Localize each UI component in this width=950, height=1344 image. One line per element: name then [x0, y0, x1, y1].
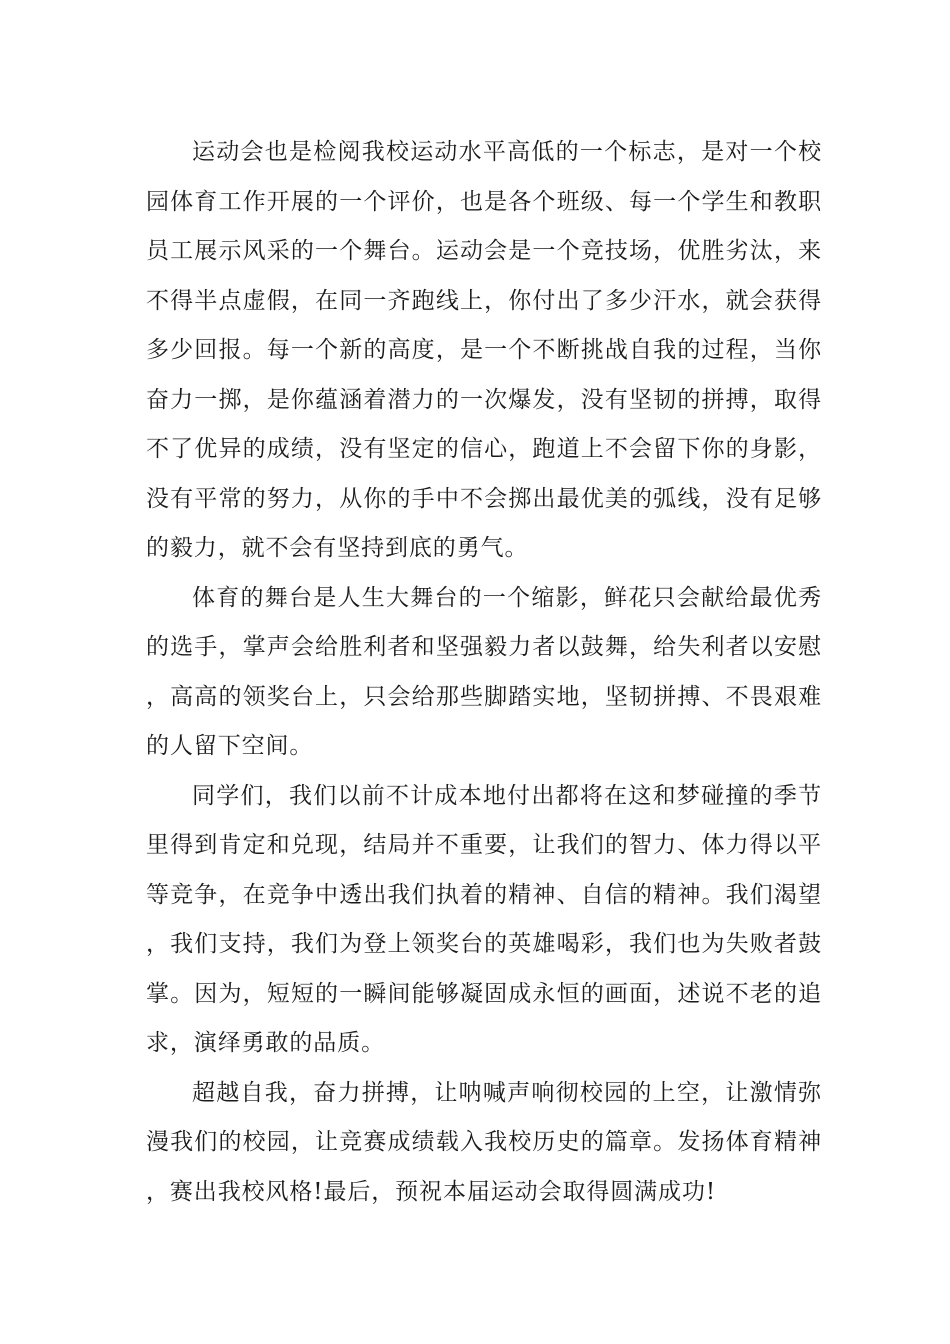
paragraph-3: 同学们，我们以前不计成本地付出都将在这和梦碰撞的季节里得到肯定和兑现，结局并不重要，让我们的智力、体力得以平等竞争，在竞争中透出我们执着的精神、自信的精神。我们渴望，我们支持，我们为登上领奖台的英雄喝彩，我们也为失败者鼓掌。因为，短短的一瞬间能够凝固成永恒的画面，述说不老的追求，演绎勇敢的品质。: [146, 782, 822, 1056]
document-body: [146, 128, 822, 1217]
paragraph-2: 体育的舞台是人生大舞台的一个缩影，鲜花只会献给最优秀的选手，掌声会给胜利者和坚强毅力者以鼓舞，给失利者以安慰，高高的领奖台上，只会给那些脚踏实地，坚韧拼搏、不畏艰难的人留下空间。: [146, 584, 822, 759]
paragraph-4: 超越自我，奋力拼搏，让呐喊声响彻校园的上空，让激情弥漫我们的校园，让竞赛成绩载入我校历史的篇章。发扬体育精神，赛出我校风格!最后，预祝本届运动会取得圆满成功!: [146, 1079, 822, 1205]
paragraph-1: 运动会也是检阅我校运动水平高低的一个标志，是对一个校园体育工作开展的一个评价，也是各个班级、每一个学生和教职员工展示风采的一个舞台。运动会是一个竞技场，优胜劣汰，来不得半点虚假，在同一齐跑线上，你付出了多少汗水，就会获得多少回报。每一个新的高度，是一个不断挑战自我的过程，当你奋力一掷，是你蕴涵着潜力的一次爆发，没有坚韧的拼搏，取得不了优异的成绩，没有坚定的信心，跑道上不会留下你的身影，没有平常的努力，从你的手中不会掷出最优美的弧线，没有足够的毅力，就不会有坚持到底的勇气。: [146, 139, 822, 561]
